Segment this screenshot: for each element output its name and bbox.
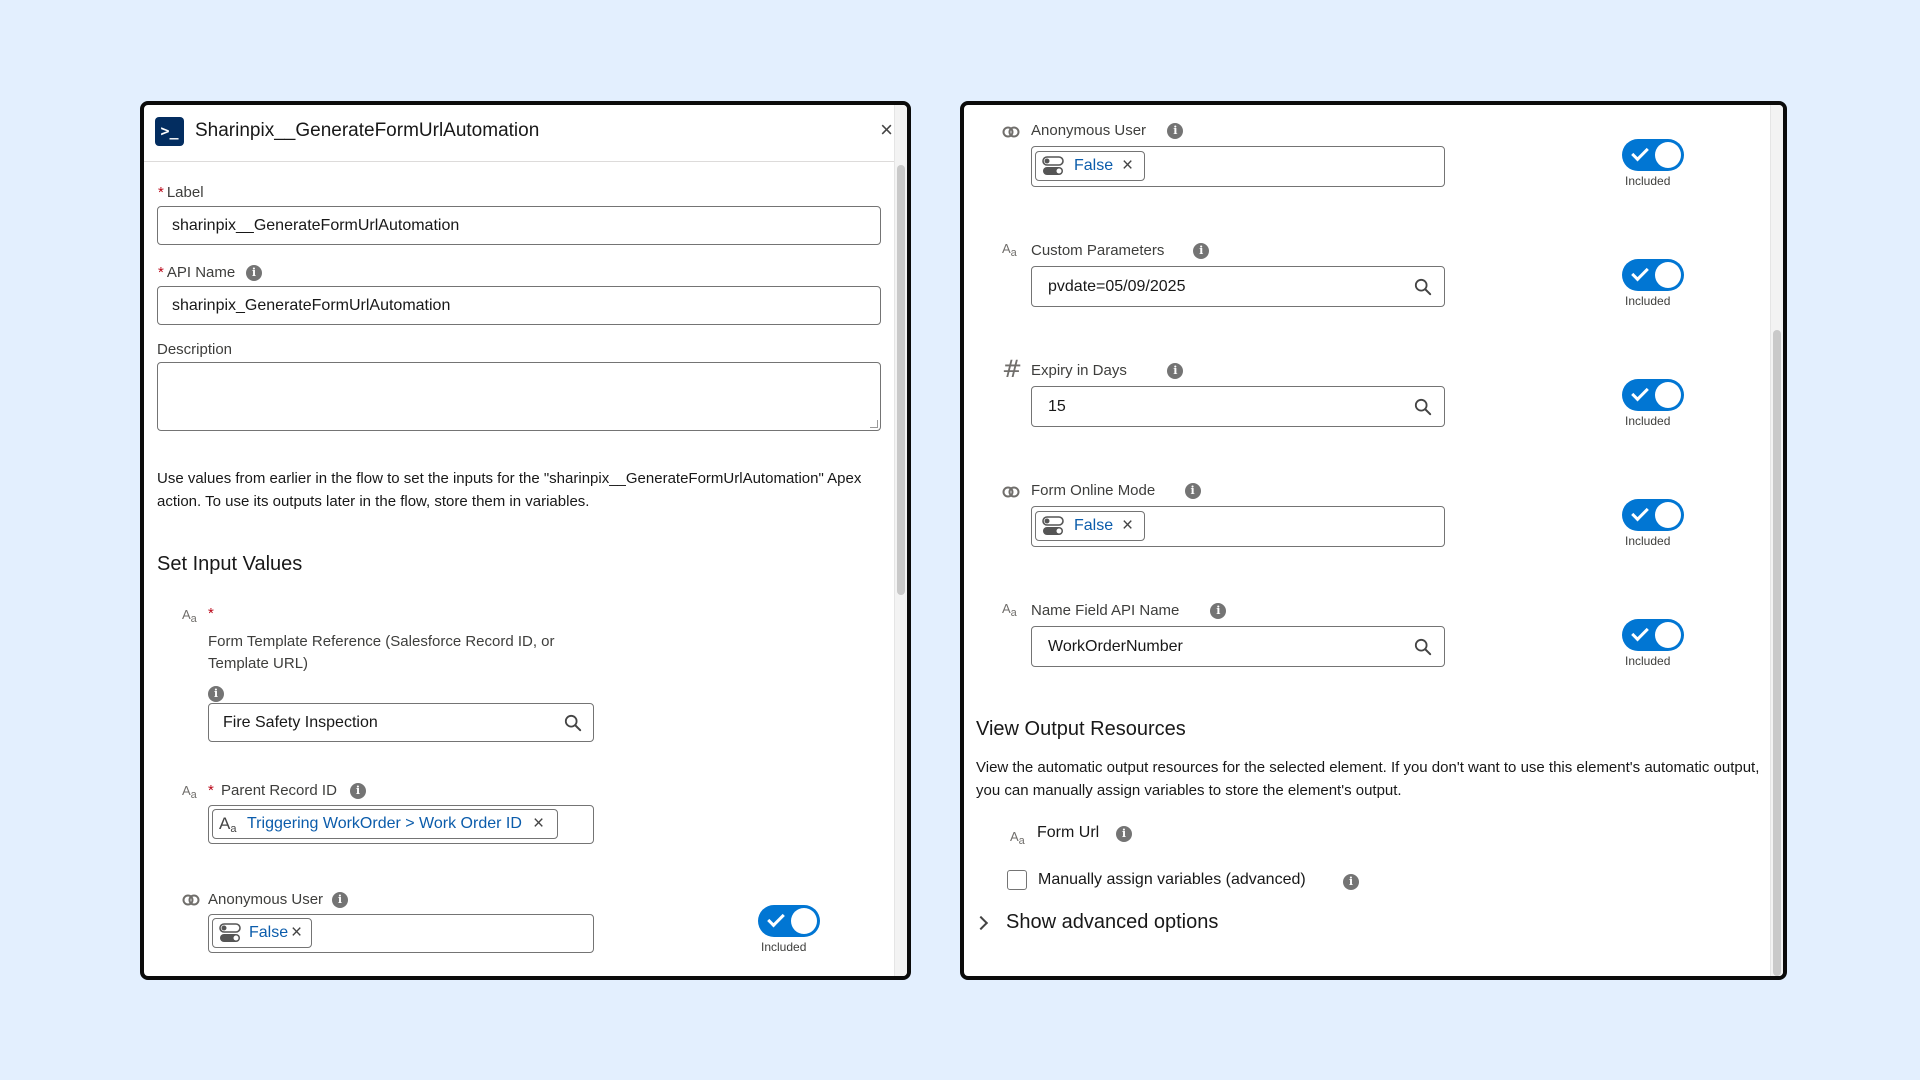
scrollbar-thumb[interactable] bbox=[897, 165, 905, 595]
required-marker: * bbox=[158, 264, 164, 281]
resource-pill[interactable] bbox=[212, 809, 558, 839]
include-toggle[interactable] bbox=[1622, 259, 1684, 291]
info-icon[interactable]: i bbox=[208, 686, 224, 702]
remove-icon[interactable]: × bbox=[1122, 515, 1134, 536]
pill-value: False bbox=[1074, 157, 1114, 174]
panel-header bbox=[144, 105, 907, 162]
form-template-input[interactable] bbox=[208, 703, 594, 742]
text-type-icon: $A_a$ bbox=[182, 607, 197, 625]
resource-pill[interactable] bbox=[212, 918, 312, 948]
info-icon[interactable]: i bbox=[1193, 243, 1209, 259]
set-input-values-title: Set Input Values bbox=[157, 553, 303, 575]
parameter-label: Custom Parameters bbox=[1031, 242, 1165, 259]
anonymous-user-label: Anonymous User bbox=[208, 891, 324, 908]
checkmark-icon bbox=[767, 910, 785, 928]
toggle-knob bbox=[1655, 622, 1681, 648]
action-editor-panel bbox=[140, 101, 911, 980]
scrollbar-thumb[interactable] bbox=[1773, 330, 1781, 976]
info-icon[interactable]: i bbox=[1343, 874, 1359, 890]
chevron-right-icon[interactable] bbox=[974, 916, 988, 930]
info-icon[interactable]: i bbox=[332, 892, 348, 908]
toggle-knob bbox=[1655, 142, 1681, 168]
boolean-icon bbox=[182, 894, 200, 906]
form-url-output: Form Url bbox=[1037, 824, 1100, 841]
remove-icon[interactable]: × bbox=[533, 813, 545, 834]
show-advanced-options[interactable]: Show advanced options bbox=[1006, 911, 1219, 933]
toggle-knob bbox=[1655, 502, 1681, 528]
manual-assign-checkbox[interactable] bbox=[1007, 870, 1027, 890]
toggle-label: Included bbox=[1625, 414, 1671, 428]
toggle-label: Included bbox=[761, 940, 807, 954]
resize-handle-icon[interactable] bbox=[870, 420, 878, 428]
text-type-icon: $A_a$ bbox=[1010, 829, 1025, 847]
parent-record-label bbox=[208, 782, 337, 799]
search-icon[interactable] bbox=[564, 714, 582, 732]
info-icon[interactable]: i bbox=[1167, 363, 1183, 379]
apex-action-icon: >_ bbox=[155, 117, 184, 146]
form-template-label: Form Template Reference (Salesforce Record ID, or Template URL) bbox=[208, 633, 555, 672]
boolean-toggle-icon bbox=[219, 923, 241, 943]
number-icon: # bbox=[1002, 355, 1023, 383]
include-toggle[interactable] bbox=[1622, 139, 1684, 171]
toggle-label: Included bbox=[1625, 174, 1671, 188]
label-field-label-text: Label bbox=[166, 184, 204, 201]
info-icon[interactable]: i bbox=[1116, 826, 1132, 842]
parameter-label: Name Field API Name bbox=[1031, 602, 1180, 619]
info-icon[interactable]: i bbox=[246, 265, 262, 281]
parameter-input[interactable] bbox=[1031, 266, 1445, 307]
search-icon[interactable] bbox=[1414, 398, 1432, 416]
parameter-input[interactable] bbox=[1031, 626, 1445, 667]
manual-assign-label: Manually assign variables (advanced) bbox=[1038, 871, 1306, 888]
description-textarea[interactable] bbox=[157, 362, 881, 431]
close-icon[interactable]: × bbox=[880, 117, 893, 142]
pill-value: Triggering WorkOrder > Work Order ID bbox=[247, 815, 522, 832]
include-toggle[interactable] bbox=[1622, 499, 1684, 531]
info-icon[interactable]: i bbox=[1210, 603, 1226, 619]
label-field-label bbox=[158, 184, 204, 201]
resource-pill[interactable] bbox=[1035, 511, 1145, 541]
toggle-knob bbox=[791, 908, 817, 934]
panel-title: Sharinpix__GenerateFormUrlAutomation bbox=[195, 120, 540, 141]
checkmark-icon bbox=[1631, 264, 1649, 282]
toggle-knob bbox=[1655, 262, 1681, 288]
info-icon[interactable]: i bbox=[1185, 483, 1201, 499]
info-icon[interactable]: i bbox=[1167, 123, 1183, 139]
include-toggle[interactable] bbox=[1622, 379, 1684, 411]
search-icon[interactable] bbox=[1414, 638, 1432, 656]
parameter-value: pvdate=05/09/2025 bbox=[1048, 278, 1186, 295]
scrollbar[interactable] bbox=[1770, 105, 1783, 976]
remove-icon[interactable]: × bbox=[1122, 155, 1134, 176]
required-marker: * bbox=[158, 184, 164, 201]
parameter-label: Form Online Mode bbox=[1031, 482, 1156, 499]
include-toggle[interactable] bbox=[1622, 619, 1684, 651]
include-toggle[interactable] bbox=[758, 905, 820, 937]
resource-pill[interactable] bbox=[1035, 151, 1145, 181]
toggle-label: Included bbox=[1625, 654, 1671, 668]
scrollbar[interactable] bbox=[894, 105, 907, 976]
toggle-label: Included bbox=[1625, 534, 1671, 548]
toggle-label: Included bbox=[1625, 294, 1671, 308]
required-marker: * bbox=[208, 605, 214, 622]
checkmark-icon bbox=[1631, 504, 1649, 522]
checkmark-icon bbox=[1631, 624, 1649, 642]
output-help-text: View the automatic output resources for the selected element. If you don't want to use this element's automatic output, you can manually assign variables to store the element's output. bbox=[976, 759, 1760, 799]
boolean-toggle-icon bbox=[1042, 156, 1064, 176]
boolean-toggle-icon bbox=[1042, 516, 1064, 536]
parameter-label: Expiry in Days bbox=[1031, 362, 1127, 379]
boolean-icon bbox=[1002, 486, 1020, 498]
text-type-icon: $A_a$ bbox=[219, 814, 237, 835]
parameter-label: Anonymous User bbox=[1031, 122, 1147, 139]
checkmark-icon bbox=[1631, 144, 1649, 162]
api-name-label-text: API Name bbox=[166, 264, 236, 281]
toggle-knob bbox=[1655, 382, 1681, 408]
view-output-title: View Output Resources bbox=[976, 718, 1186, 740]
text-type-icon: $A_a$ bbox=[182, 783, 197, 801]
info-icon[interactable]: i bbox=[350, 783, 366, 799]
parameter-value: WorkOrderNumber bbox=[1048, 638, 1183, 655]
text-type-icon: $A_a$ bbox=[1002, 601, 1017, 619]
parent-record-input[interactable] bbox=[208, 805, 594, 844]
description-label: Description bbox=[157, 341, 233, 358]
search-icon[interactable] bbox=[1414, 278, 1432, 296]
pill-value: False bbox=[249, 924, 289, 941]
remove-icon[interactable]: × bbox=[291, 922, 303, 943]
form-template-value: Fire Safety Inspection bbox=[223, 714, 378, 731]
pill-value: False bbox=[1074, 517, 1114, 534]
parent-record-label-text: Parent Record ID bbox=[221, 782, 337, 799]
parameter-input[interactable] bbox=[1031, 506, 1445, 547]
parameter-input[interactable] bbox=[1031, 146, 1445, 187]
boolean-icon bbox=[1002, 126, 1020, 138]
checkmark-icon bbox=[1631, 384, 1649, 402]
action-editor-panel-scrolled bbox=[960, 101, 1787, 980]
label-input[interactable]: sharinpix__GenerateFormUrlAutomation bbox=[157, 206, 881, 245]
api-name-input[interactable]: sharinpix_GenerateFormUrlAutomation bbox=[157, 286, 881, 325]
parameter-value: 15 bbox=[1048, 398, 1066, 415]
help-text: Use values from earlier in the flow to set the inputs for the "sharinpix__GenerateFormUrlAutomation" Apex action. To use its outputs later in the flow, store them in variables. bbox=[157, 470, 862, 510]
anonymous-user-input[interactable] bbox=[208, 914, 594, 953]
required-marker: * bbox=[208, 782, 214, 799]
parameter-input[interactable] bbox=[1031, 386, 1445, 427]
api-name-label bbox=[158, 264, 235, 281]
text-type-icon: $A_a$ bbox=[1002, 241, 1017, 259]
